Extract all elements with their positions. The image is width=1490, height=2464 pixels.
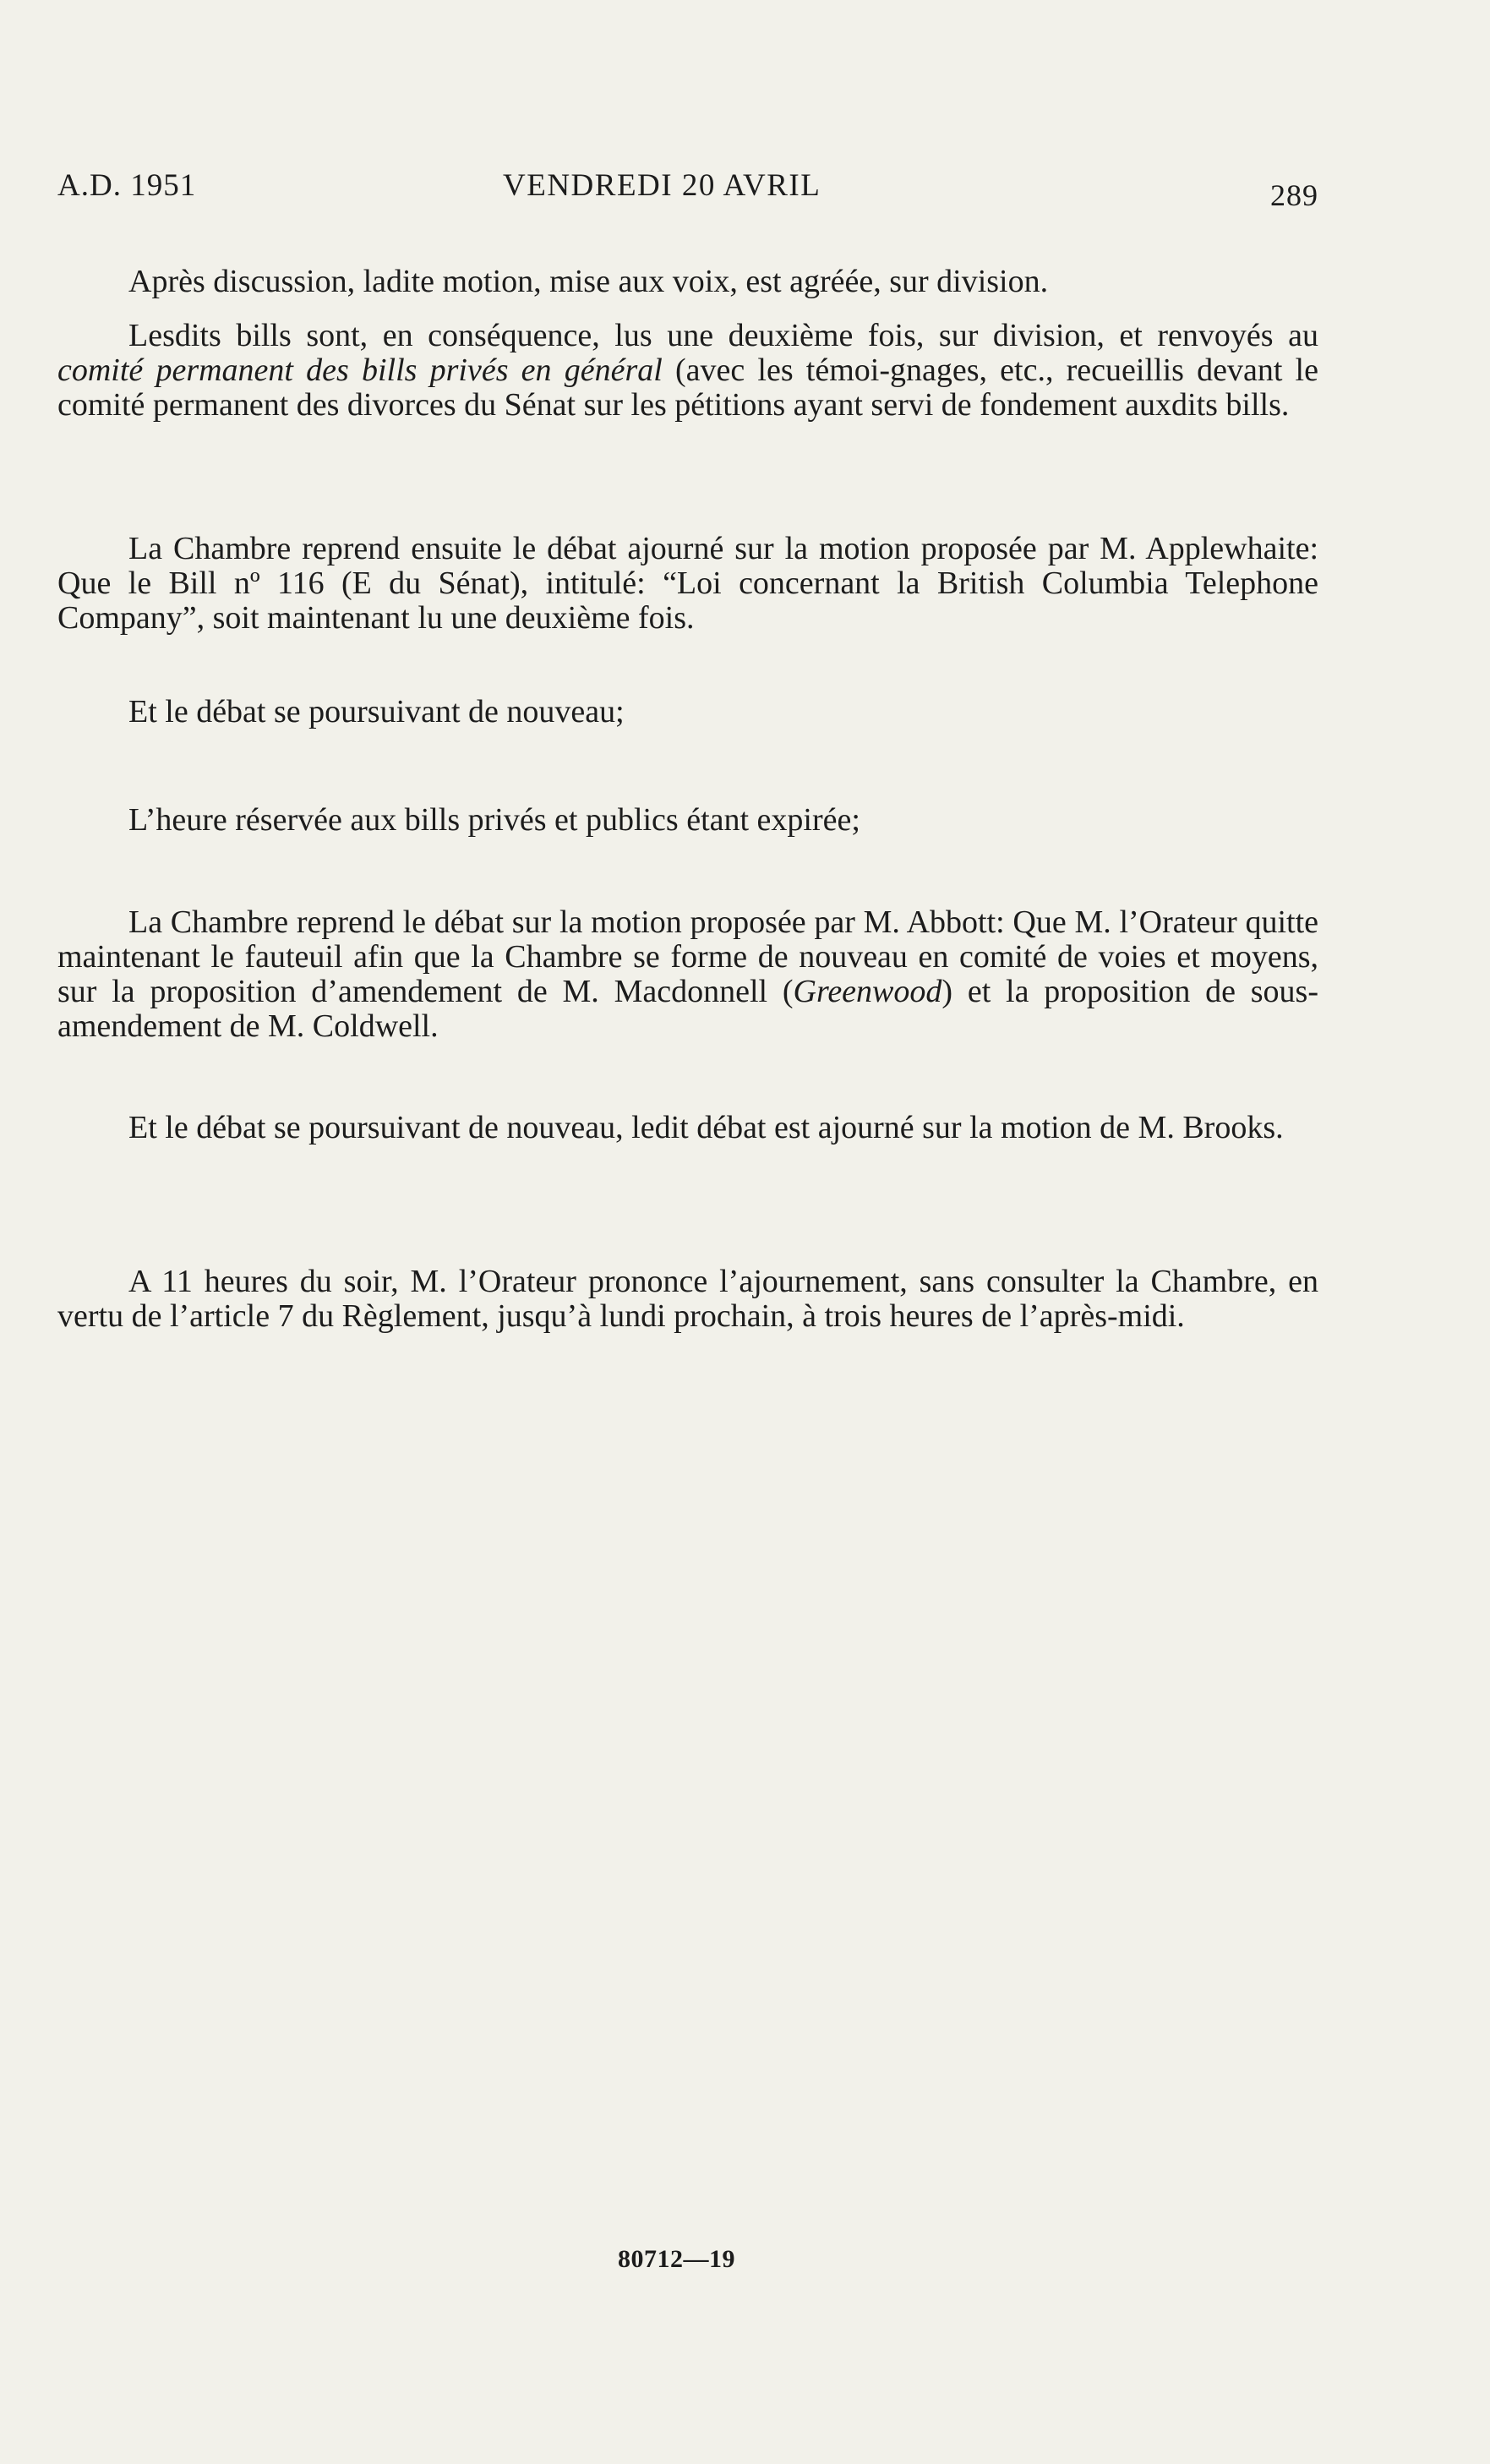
paragraph-debate-applewhaite	[57, 532, 1318, 636]
paragraph-text: La Chambre reprend ensuite le débat ajourné sur la motion proposée par M. Applewhaite: Que le Bill nº 116 (E du Sénat), intitulé: “Loi concernant la British Columbia Telephone Company”, soit maintenant lu une deuxième fois.	[57, 531, 1318, 636]
paragraph-text	[57, 319, 1318, 423]
paragraph-debate-adjourned	[57, 1111, 1318, 1145]
header-date: VENDREDI 20 AVRIL	[503, 168, 821, 203]
paragraph-text: Et le débat se poursuivant de nouveau, ledit débat est ajourné sur la motion de M. Brooks.	[128, 1110, 1284, 1145]
paragraph-text	[57, 905, 1318, 1044]
running-head	[57, 161, 1318, 211]
italic-riding-name: Greenwood	[793, 974, 942, 1009]
paragraph-text: A 11 heures du soir, M. l’Orateur prononce l’ajournement, sans consulter la Chambre, en vertu de l’article 7 du Règlement, jusqu’à lundi prochain, à trois heures de l’après-midi.	[57, 1264, 1318, 1334]
italic-committee-name: comité permanent des bills privés en général	[57, 352, 663, 388]
paragraph-text: Et le débat se poursuivant de nouveau;	[128, 694, 625, 729]
paragraph-debate-continuing	[57, 695, 1318, 729]
paragraph-text: L’heure réservée aux bills privés et publics étant expirée;	[128, 802, 860, 838]
text-run: (avec les témoi-gnages, etc., recueillis devant le comité permanent des divorces du Sénat sur les pétitions ayant servi de fondement auxdits bills.	[57, 352, 1318, 423]
text-run: Lesdits bills sont, en conséquence, lus une deuxième fois, sur division, et renvoyés au	[128, 318, 1318, 353]
paragraph-motion-agreed	[57, 265, 1318, 299]
text-run: ) et la proposition de sous-amendement de M. Coldwell.	[57, 974, 1318, 1044]
header-year: A.D. 1951	[57, 168, 197, 203]
paragraph-text: Après discussion, ladite motion, mise aux voix, est agréée, sur division.	[128, 264, 1049, 299]
paragraph-bills-second-reading	[57, 319, 1318, 423]
paragraph-debate-abbott	[57, 905, 1318, 1044]
text-run: La Chambre reprend le débat sur la motion proposée par M. Abbott: Que M. l’Orateur quitte maintenant le fauteuil afin que la Chambre se forme de nouveau en comité de voies et moyens, sur la proposition d’amendement de M. Macdonnell (	[57, 904, 1318, 1009]
page-number: 289	[1270, 178, 1318, 212]
paragraph-house-adjourned	[57, 1265, 1318, 1334]
paragraph-hour-expired	[57, 803, 1318, 838]
footer-code: 80712—19	[618, 2245, 735, 2273]
